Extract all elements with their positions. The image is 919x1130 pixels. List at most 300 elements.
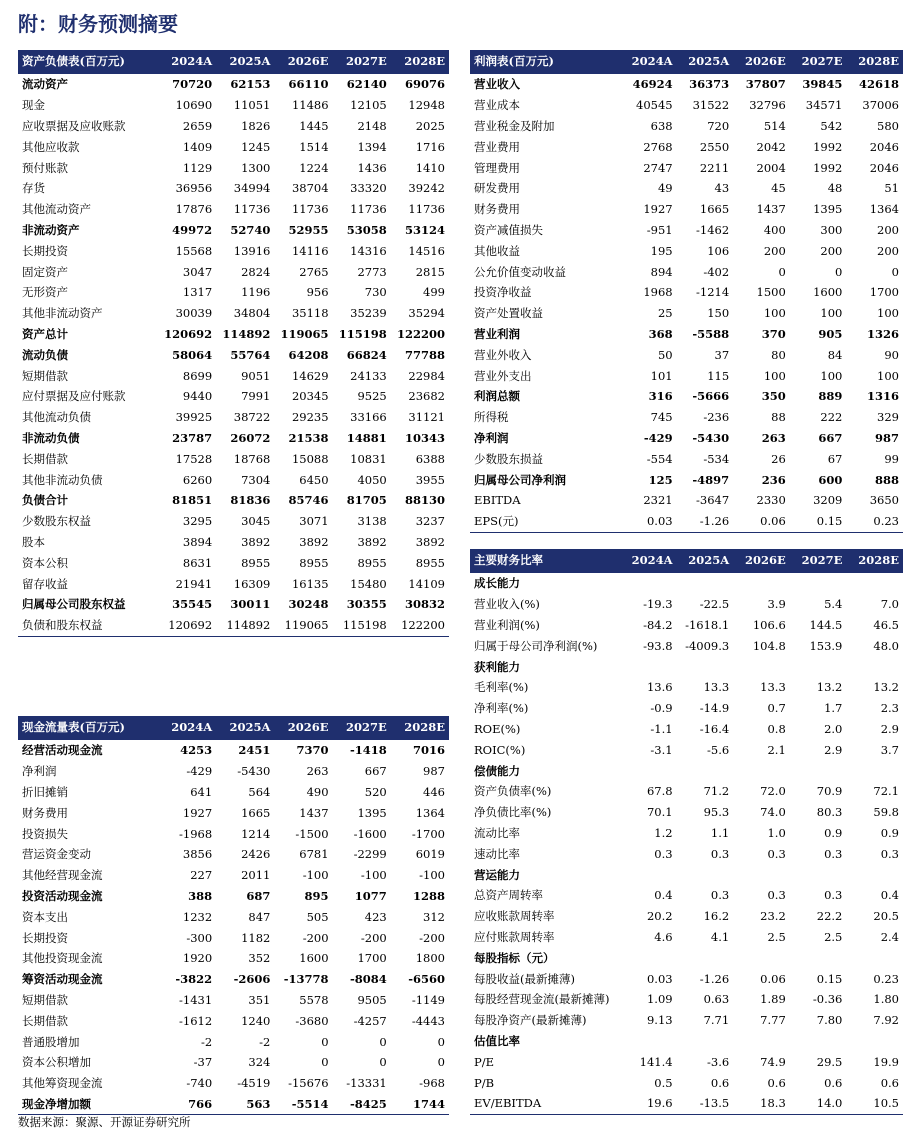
cell-value: -0.9 [650,701,673,716]
column-header: 2024A [620,549,677,572]
row-label: 每股净资产(最新摊薄) [474,1013,587,1028]
table-row [470,677,903,698]
cell-value: 67.8 [646,784,673,799]
row-label: 获利能力 [474,659,520,674]
cell-value: 1410 [415,160,445,175]
row-label: 投资活动现金流 [22,888,103,903]
cell-value: 0 [379,1055,387,1070]
row-label: 营业利润(%) [474,617,540,632]
cell-value: 32796 [749,98,786,113]
table-row [18,344,449,365]
table-row [470,719,903,740]
table-row [470,823,903,844]
cell-value: 1326 [866,326,899,341]
cell-value: -429 [186,764,213,779]
row-label: ROIC(%) [474,742,526,757]
table-row [470,656,903,677]
cell-value: 14109 [408,576,445,591]
cell-value: 0.6 [767,1075,786,1090]
cell-value: 667 [364,764,387,779]
cash-flow-table [18,716,449,1115]
column-header: 2024A [620,50,677,73]
cell-value: -5514 [274,1094,332,1115]
cell-value: 88 [771,410,786,425]
cell-value: 66824 [346,347,387,362]
cell-value: 35239 [350,306,387,321]
cell-value: -5666 [692,389,730,404]
cell-value: 23.2 [760,909,786,924]
cell-value: 15480 [350,576,387,591]
cell-value: 3856 [182,847,213,862]
cell-value: 641 [190,784,213,799]
row-label: 资本支出 [22,909,68,924]
column-header: 2027E [333,50,391,73]
cell-value: -4443 [411,1013,445,1028]
cell-value [620,864,677,885]
cell-value: 99 [884,451,899,466]
table-row [470,906,903,927]
cell-value: 312 [423,909,445,924]
cell-value: 2824 [241,264,271,279]
cell-value: 34804 [233,306,271,321]
cell-value [620,947,677,968]
cell-value: 1437 [756,202,786,217]
row-label: 短期借款 [22,368,68,383]
column-header: 2025A [677,50,734,73]
cell-value: 1826 [241,118,271,133]
table-row [470,386,903,407]
cell-value: 50 [657,347,673,362]
cell-value: 71.2 [703,784,730,799]
column-header: 2026E [274,716,332,739]
cell-value: 7991 [241,389,271,404]
cell-value: -6560 [408,972,445,987]
cell-value: 115198 [338,326,387,341]
cell-value [620,1031,677,1052]
cell-value: 0 [835,264,843,279]
row-label: 公允价值变动收益 [474,264,566,279]
cell-value: 2.5 [767,929,786,944]
cell-value: 34994 [233,181,271,196]
row-label: 归属母公司股东权益 [22,597,126,612]
row-label: 投资净收益 [474,285,532,300]
table-row [18,532,449,553]
cell-value: 0.9 [880,825,899,840]
table-row [470,116,903,137]
cell-value: 13.2 [873,680,899,695]
cell-value: 2042 [756,139,786,154]
column-header: 2027E [333,716,391,739]
cell-value: 85746 [288,493,329,508]
cell-value: -1.26 [677,511,734,532]
row-label: 普通股增加 [22,1034,80,1049]
cell-value: 48.0 [873,638,899,653]
cell-value [620,572,677,594]
cell-value: 350 [761,389,786,404]
cell-value: 100 [820,368,843,383]
table-row [18,490,449,511]
table-row [470,885,903,906]
cell-value: 45 [771,181,786,196]
table-row [470,157,903,178]
cell-value: 39845 [802,77,843,92]
cell-value: 3138 [357,514,387,529]
cell-value: -429 [643,430,673,445]
row-label: 应收票据及应收账款 [22,118,126,133]
cell-value: 564 [248,784,271,799]
cell-value: 2815 [415,264,445,279]
cell-value: 13.2 [816,680,843,695]
column-header: 2024A [158,50,216,73]
cell-value: 0.03 [620,511,677,532]
cell-value: -200 [302,930,329,945]
cell-value: 8631 [182,555,213,570]
cell-value: 7370 [296,743,329,758]
cell-value: 3047 [182,264,213,279]
cell-value: 33320 [350,181,387,196]
table-row [18,261,449,282]
cell-value: 106.6 [752,617,786,632]
cell-value: 9505 [357,992,387,1007]
cell-value: 31522 [692,98,730,113]
table-row [470,511,903,532]
cell-value: 2046 [869,139,899,154]
cell-value: 195 [650,243,673,258]
row-label: 其他经营现金流 [22,868,103,883]
cell-value: 20.2 [646,909,673,924]
cell-value: 0.6 [824,1075,843,1090]
cell-value: 8955 [299,555,329,570]
cell-value: -5.6 [707,742,730,757]
cell-value [790,572,847,594]
cell-value: 101 [650,368,673,383]
row-label: 估值比率 [474,1033,520,1048]
table-row [470,615,903,636]
cell-value: -100 [360,868,387,883]
cell-value [846,760,903,781]
cell-value: -1462 [696,222,730,237]
row-label: 非流动负债 [22,430,80,445]
cell-value: 200 [763,243,786,258]
table-row [18,844,449,865]
cell-value: 1800 [415,951,445,966]
cell-value: 1364 [869,202,899,217]
row-label: 少数股东权益 [22,514,91,529]
row-label: 营业利润 [474,326,520,341]
cell-value: -951 [646,222,673,237]
table-row [18,969,449,990]
cell-value: 120692 [158,615,216,636]
table-row [18,220,449,241]
row-label: 短期借款 [22,992,68,1007]
table-row [470,303,903,324]
cell-value: 1.0 [767,825,786,840]
cell-value: 3237 [415,514,445,529]
cell-value: -1500 [295,826,329,841]
cell-value: 1.7 [824,701,843,716]
cell-value: 0.3 [824,888,843,903]
row-label: 其他流动负债 [22,410,91,425]
cell-value: -200 [419,930,445,945]
cell-value: 300 [820,222,843,237]
cell-value: -1700 [411,826,445,841]
header-row [18,50,449,73]
cell-value: 2.0 [824,721,843,736]
row-label: 资本公积 [22,555,68,570]
cell-value [733,760,790,781]
cell-value: -3647 [696,493,730,508]
cell-value: 1364 [415,805,445,820]
table-row [470,843,903,864]
cell-value: 100 [820,306,843,321]
cell-value: 1317 [182,285,213,300]
cell-value: 14.0 [790,1093,847,1114]
cell-value: 18768 [233,451,271,466]
cell-value: 30248 [288,597,329,612]
cell-value: 905 [818,326,843,341]
cell-value: 37 [714,347,730,362]
table-row [18,1010,449,1031]
row-label: 预付账款 [22,160,68,175]
column-header: 2027E [790,549,847,572]
table-row [470,802,903,823]
cell-value: 6019 [415,847,445,862]
cell-value: 29.5 [816,1054,843,1069]
cell-value: 1129 [182,160,213,175]
cell-value: 720 [707,118,730,133]
row-label: EPS(元) [470,511,620,532]
row-label: 固定资产 [22,264,68,279]
cell-value: 0.15 [816,971,843,986]
cell-value: 1927 [182,805,213,820]
table-row [18,73,449,95]
row-label: 偿债能力 [474,763,520,778]
table-row [18,448,449,469]
table-row [18,948,449,969]
table-row [18,136,449,157]
cell-value: 7016 [412,743,445,758]
header-row [470,50,903,73]
cell-value: 200 [820,243,843,258]
table-row [470,989,903,1010]
table-row [18,615,449,636]
cell-value: 64208 [288,347,329,362]
table-row [18,365,449,386]
cell-value: 30011 [230,597,271,612]
table-title: 利润表(百万元) [470,50,620,73]
cell-value: 141.4 [639,1054,673,1069]
cell-value: 1437 [299,805,329,820]
cell-value: 53124 [404,222,445,237]
cell-value: 88130 [404,493,445,508]
cell-value: 100 [877,368,899,383]
cell-value: 17876 [175,202,213,217]
cell-value: 1514 [299,139,329,154]
cell-value: 2.5 [824,929,843,944]
cell-value: 10.5 [846,1093,903,1114]
cell-value: 12948 [408,98,445,113]
cell-value: 39242 [408,181,445,196]
cell-value: 104.8 [752,638,786,653]
cell-value: 400 [763,222,786,237]
cell-value: 21538 [288,430,329,445]
cell-value: 3892 [299,534,329,549]
column-header: 2028E [391,716,449,739]
cell-value: -4257 [353,1013,387,1028]
cell-value: 0 [778,264,786,279]
column-header: 2026E [733,50,790,73]
cell-value: 36373 [689,77,730,92]
table-row [18,782,449,803]
cell-value [733,864,790,885]
cell-value [733,947,790,968]
row-label: 应付账款周转率 [474,929,555,944]
row-label: 财务费用 [22,805,68,820]
cell-value: 0.9 [824,825,843,840]
row-label: 现金净增加额 [18,1094,158,1115]
cell-value: 563 [216,1094,274,1115]
cell-value: 0.8 [767,721,786,736]
cell-value: 18.3 [733,1093,790,1114]
column-header: 2027E [790,50,847,73]
cell-value: 7.0 [880,597,899,612]
cell-value: 1992 [813,139,843,154]
table-row [18,802,449,823]
cell-value: 7.77 [760,1013,786,1028]
row-label: 营业税金及附加 [474,118,555,133]
cell-value: -19.3 [643,597,673,612]
cell-value [790,656,847,677]
cell-value: 1214 [241,826,271,841]
cell-value: 1992 [813,160,843,175]
cell-value [620,656,677,677]
row-label: 应付票据及应付账款 [22,389,126,404]
cell-value [846,572,903,594]
cell-value: 9051 [241,368,271,383]
cell-value: 956 [306,285,329,300]
cell-value: 1245 [241,139,271,154]
cell-value: 0.3 [710,888,730,903]
page-title: 附：财务预测摘要 [18,12,178,36]
row-label: 流动负债 [22,347,68,362]
cell-value: 6450 [299,472,329,487]
table-row [18,573,449,594]
cell-value: 2765 [299,264,329,279]
cell-value: -5430 [237,764,271,779]
table-title: 主要财务比率 [470,549,620,572]
cell-value: 3650 [869,493,899,508]
table-row [470,344,903,365]
cell-value: 48 [827,181,843,196]
row-label: 经营活动现金流 [22,743,103,758]
row-label: 现金 [22,98,45,113]
cell-value [677,572,734,594]
cell-value: 0 [437,1034,445,1049]
cell-value: 35294 [408,306,445,321]
row-label: 负债合计 [22,493,68,508]
row-label: 总资产周转率 [474,888,543,903]
cell-value: 3955 [415,472,445,487]
cell-value: 2148 [357,118,387,133]
cell-value: 766 [158,1094,216,1115]
table-row [470,698,903,719]
row-label: 归属于母公司净利润(%) [474,638,598,653]
cell-value: 2046 [869,160,899,175]
row-label: 管理费用 [474,160,520,175]
row-label: EBITDA [474,493,521,508]
cell-value: 7.92 [873,1013,899,1028]
cell-value: 67 [827,451,843,466]
table-row [470,178,903,199]
table-row [470,136,903,157]
row-label: 无形资产 [22,285,68,300]
cell-value: -3.1 [650,742,673,757]
cell-value: 9525 [357,389,387,404]
cell-value: 505 [306,909,329,924]
cell-value: 1436 [357,160,387,175]
cell-value: 894 [650,264,673,279]
cell-value: 352 [248,951,271,966]
cell-value: 2025 [415,118,445,133]
cell-value: -37 [193,1055,213,1070]
cell-value: 1665 [699,202,730,217]
row-label: 其他筹资现金流 [22,1076,103,1091]
row-label: 流动资产 [22,77,68,92]
cell-value: 16.2 [703,909,730,924]
cell-value: 30039 [175,306,213,321]
cell-value: 5578 [299,992,329,1007]
cell-value: 51 [884,181,899,196]
cell-value: 120692 [164,326,213,341]
cell-value: 14629 [291,368,329,383]
cell-value: -1214 [696,285,730,300]
table-row [18,157,449,178]
row-label: 其他收益 [474,243,520,258]
cell-value: 499 [423,285,445,300]
cell-value [677,760,734,781]
table-row [470,407,903,428]
cell-value: -8084 [349,972,387,987]
row-label: 归属母公司净利润 [474,472,566,487]
cell-value: 6781 [299,847,329,862]
table-row [470,428,903,449]
cell-value: 19.9 [873,1054,899,1069]
cell-value: -3680 [295,1013,329,1028]
cell-value: 13.6 [646,680,673,695]
cell-value: 1.2 [654,825,673,840]
cell-value: 144.5 [809,617,843,632]
row-label: 营业成本 [474,98,520,113]
cell-value: -100 [419,868,445,883]
cell-value: 200 [877,243,899,258]
cell-value: 8699 [182,368,213,383]
table-row [470,864,903,885]
cell-value: 2.9 [880,721,899,736]
cell-value [733,1031,790,1052]
table-row [18,1052,449,1073]
cell-value: 46924 [632,77,673,92]
cell-value: -1149 [411,992,445,1007]
row-label: 净利率(%) [474,701,529,716]
cell-value: 388 [188,888,213,903]
cell-value: -93.8 [643,638,673,653]
cell-value: 95.3 [703,805,730,820]
cell-value: 0.15 [790,511,847,532]
cell-value: 1744 [391,1094,449,1115]
cell-value: 4050 [357,472,387,487]
cell-value: 59.8 [873,805,899,820]
row-label: 存货 [22,181,45,196]
